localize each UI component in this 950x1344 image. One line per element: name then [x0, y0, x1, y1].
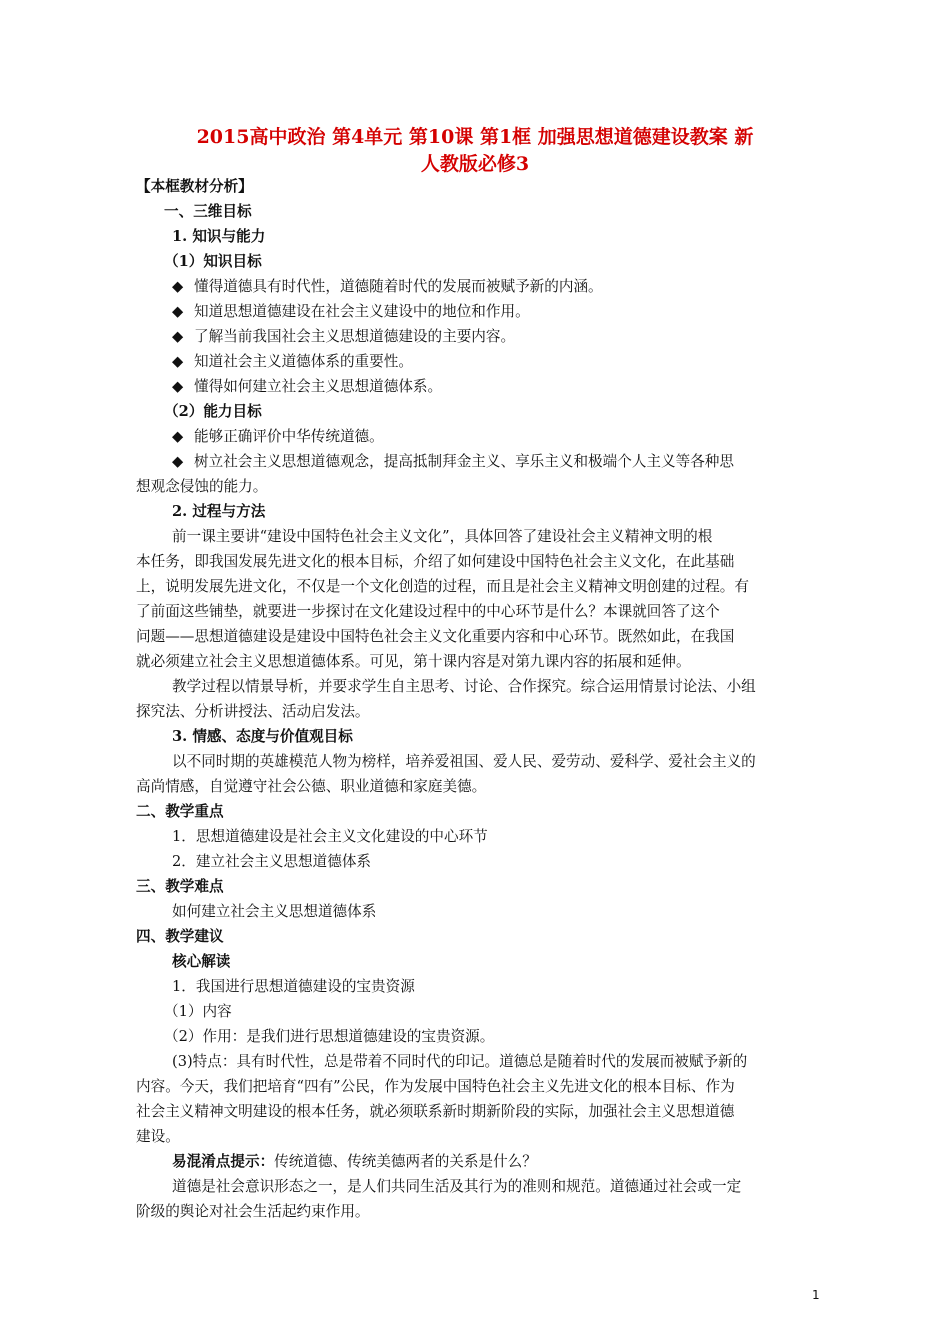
paragraph-line: 1．我国进行思想道德建设的宝贵资源	[172, 978, 415, 995]
heading-teaching-suggestions: 四、教学建议	[136, 928, 224, 945]
paragraph-line: 如何建立社会主义思想道德体系	[172, 903, 377, 920]
paragraph-line: 了前面这些铺垫，就要进一步探讨在文化建设过程中的中心环节是什么？本课就回答了这个	[136, 603, 720, 620]
paragraph-line: 问题——思想道德建设是建设中国特色社会主义文化重要内容和中心环节。既然如此，在我国	[136, 628, 735, 645]
list-item-continuation: 想观念侵蚀的能力。	[136, 478, 268, 495]
heading-emotion-values: 3. 情感、态度与价值观目标	[172, 728, 353, 745]
diamond-bullet-icon: ◆	[172, 378, 184, 395]
heading-key-points: 二、教学重点	[136, 803, 224, 820]
diamond-bullet-icon: ◆	[172, 303, 184, 320]
paragraph-line: 就必须建立社会主义思想道德体系。可见，第十课内容是对第九课内容的拓展和延伸。	[136, 653, 691, 670]
paragraph-line: 社会主义精神文明建设的根本任务，就必须联系新时期新阶段的实际，加强社会主义思想道德	[136, 1103, 735, 1120]
heading-knowledge-goals: （1）知识目标	[164, 253, 262, 270]
paragraph-line: 本任务，即我国发展先进文化的根本目标，介绍了如何建设中国特色社会主义文化，在此基础	[136, 553, 735, 570]
list-item: ◆ 了解当前我国社会主义思想道德建设的主要内容。	[172, 328, 516, 345]
list-item: 2．建立社会主义思想道德体系	[172, 853, 372, 870]
diamond-bullet-icon: ◆	[172, 353, 184, 370]
heading-process-method: 2. 过程与方法	[172, 503, 266, 520]
diamond-bullet-icon: ◆	[172, 453, 184, 470]
paragraph-line: 阶级的舆论对社会生活起约束作用。	[136, 1203, 370, 1220]
paragraph-line: 内容。今天，我们把培育“四有”公民，作为发展中国特色社会主义先进文化的根本目标、作为	[136, 1078, 735, 1095]
paragraph-line: 探究法、分析讲授法、活动启发法。	[136, 703, 370, 720]
paragraph-line: 道德是社会意识形态之一，是人们共同生活及其行为的准则和规范。道德通过社会或一定	[172, 1178, 742, 1195]
list-item: 1．思想道德建设是社会主义文化建设的中心环节	[172, 828, 488, 845]
heading-difficulty: 三、教学难点	[136, 878, 224, 895]
heading-knowledge-ability: 1. 知识与能力	[172, 228, 266, 245]
list-item: ◆ 知道思想道德建设在社会主义建设中的地位和作用。	[172, 303, 530, 320]
paragraph-line: 建设。	[136, 1128, 180, 1145]
paragraph-line: (3)特点：具有时代性，总是带着不同时代的印记。道德总是随着时代的发展而被赋予新的	[172, 1053, 748, 1070]
heading-core-interpretation: 核心解读	[172, 953, 231, 970]
confusion-tip-text: 传统道德、传统美德两者的关系是什么？	[274, 1153, 537, 1170]
heading-three-dimension-goals: 一、三维目标	[164, 203, 252, 220]
diamond-bullet-icon: ◆	[172, 428, 184, 445]
list-item: ◆ 懂得道德具有时代性，道德随着时代的发展而被赋予新的内涵。	[172, 278, 603, 295]
paragraph-line: 高尚情感，自觉遵守社会公德、职业道德和家庭美德。	[136, 778, 487, 795]
page-number: 1	[812, 1288, 820, 1302]
list-item: ◆ 树立社会主义思想道德观念，提高抵制拜金主义、享乐主义和极端个人主义等各种思	[172, 453, 734, 470]
document-title-line-2: 人教版必修3	[420, 153, 530, 175]
confusion-tip-label: 易混淆点提示：	[172, 1153, 275, 1170]
list-item: ◆ 懂得如何建立社会主义思想道德体系。	[172, 378, 443, 395]
confusion-tip	[172, 1152, 537, 1172]
list-item: ◆ 知道社会主义道德体系的重要性。	[172, 353, 413, 370]
heading-ability-goals: （2）能力目标	[164, 403, 262, 420]
paragraph-line: 教学过程以情景导析，并要求学生自主思考、讨论、合作探究。综合运用情景讨论法、小组	[172, 678, 756, 695]
diamond-bullet-icon: ◆	[172, 328, 184, 345]
paragraph-line: 前一课主要讲“建设中国特色社会主义文化”，具体回答了建设社会主义精神文明的根	[172, 528, 713, 545]
paragraph-line: （2）作用：是我们进行思想道德建设的宝贵资源。	[164, 1028, 495, 1045]
paragraph-line: 上，说明发展先进文化，不仅是一个文化创造的过程，而且是社会主义精神文明创建的过程。有	[136, 578, 749, 595]
section-header: 【本框教材分析】	[136, 178, 253, 195]
paragraph-line: 以不同时期的英雄模范人物为榜样，培养爱祖国、爱人民、爱劳动、爱科学、爱社会主义的	[172, 753, 756, 770]
list-item: ◆ 能够正确评价中华传统道德。	[172, 428, 384, 445]
document-title-line-1: 2015高中政治 第4单元 第10课 第1框 加强思想道德建设教案 新	[196, 126, 754, 148]
diamond-bullet-icon: ◆	[172, 278, 184, 295]
paragraph-line: （1）内容	[164, 1003, 232, 1020]
